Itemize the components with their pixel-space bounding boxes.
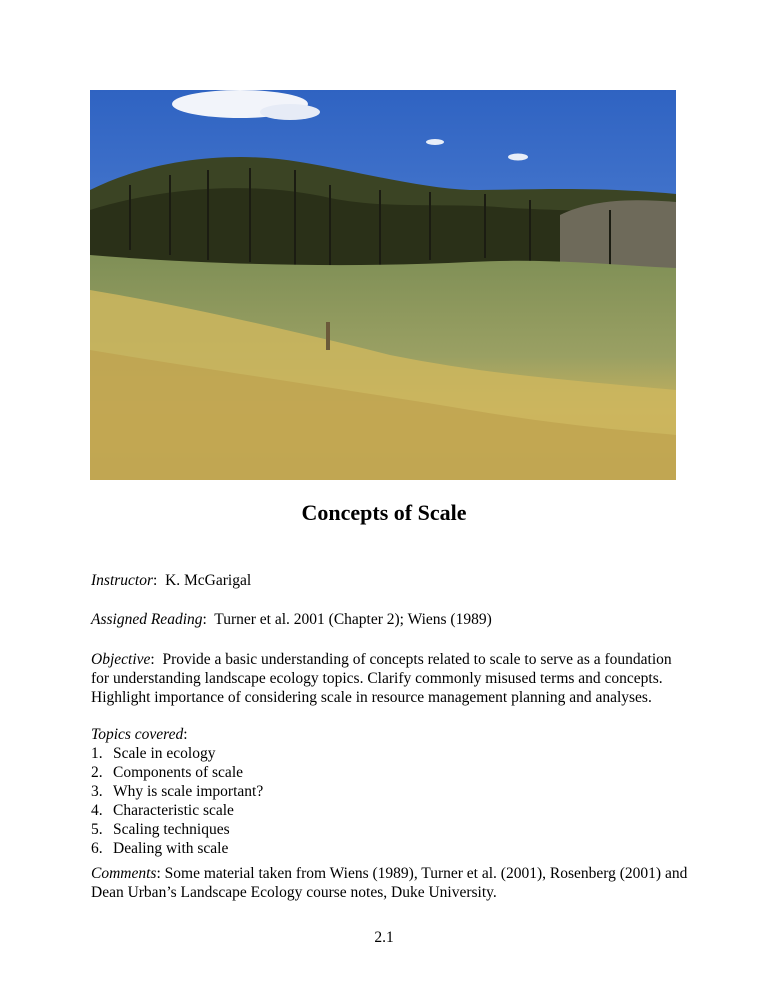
list-item: 1. Scale in ecology xyxy=(91,745,216,762)
reading-line: Assigned Reading: Turner et al. 2001 (Chapter 2); Wiens (1989) xyxy=(91,611,492,628)
comments-label: Comments xyxy=(91,865,157,882)
topics-list xyxy=(91,744,691,858)
page-number: 2.1 xyxy=(374,929,394,946)
instructor-label: Instructor xyxy=(91,572,153,589)
comments-value: Some material taken from Wiens (1989), Turner et al. (2001), Rosenberg (2001) and Dean Urban’s Landscape Ecology course notes, Duke University. xyxy=(91,865,688,901)
comments-paragraph: Comments: Some material taken from Wiens (1989), Turner et al. (2001), Rosenberg (2001) and Dean Urban’s Landscape Ecology course notes, Duke University. xyxy=(91,865,688,901)
list-item: 2. Components of scale xyxy=(91,764,244,781)
page-title: Concepts of Scale xyxy=(301,500,467,525)
objective-value: Provide a basic understanding of concepts related to scale to serve as a foundation for understanding landscape ecology topics. Clarify commonly misused terms and concepts. Highlight importance of considering scale in resource management planning and analyses. xyxy=(91,651,672,706)
list-item: 6. Dealing with scale xyxy=(91,840,229,857)
reading-value: Turner et al. 2001 (Chapter 2); Wiens (1989) xyxy=(214,611,492,628)
list-item: 5. Scaling techniques xyxy=(91,821,230,838)
list-item: 3. Why is scale important? xyxy=(91,783,264,800)
objective-label: Objective xyxy=(91,651,151,668)
instructor-line: Instructor: K. McGarigal xyxy=(91,572,252,589)
topics-label: Topics covered xyxy=(91,726,184,743)
reading-label: Assigned Reading xyxy=(91,611,203,628)
objective-paragraph: Objective: Provide a basic understanding of concepts related to scale to serve as a foundation for understanding landscape ecology topics. Clarify commonly misused terms and concepts. Highlight importance of considering scale in resource management planning and analyses. xyxy=(91,651,672,706)
list-item: 4. Characteristic scale xyxy=(91,802,234,819)
topics-section: Topics covered: 1. Scale in ecology 2. Components of scale 3. Why is scale important? 4. Characteristic scale 5. Scaling techniques 6. Dealing with scale xyxy=(91,725,691,858)
instructor-value: K. McGarigal xyxy=(165,572,252,589)
landscape-photo xyxy=(90,90,676,480)
